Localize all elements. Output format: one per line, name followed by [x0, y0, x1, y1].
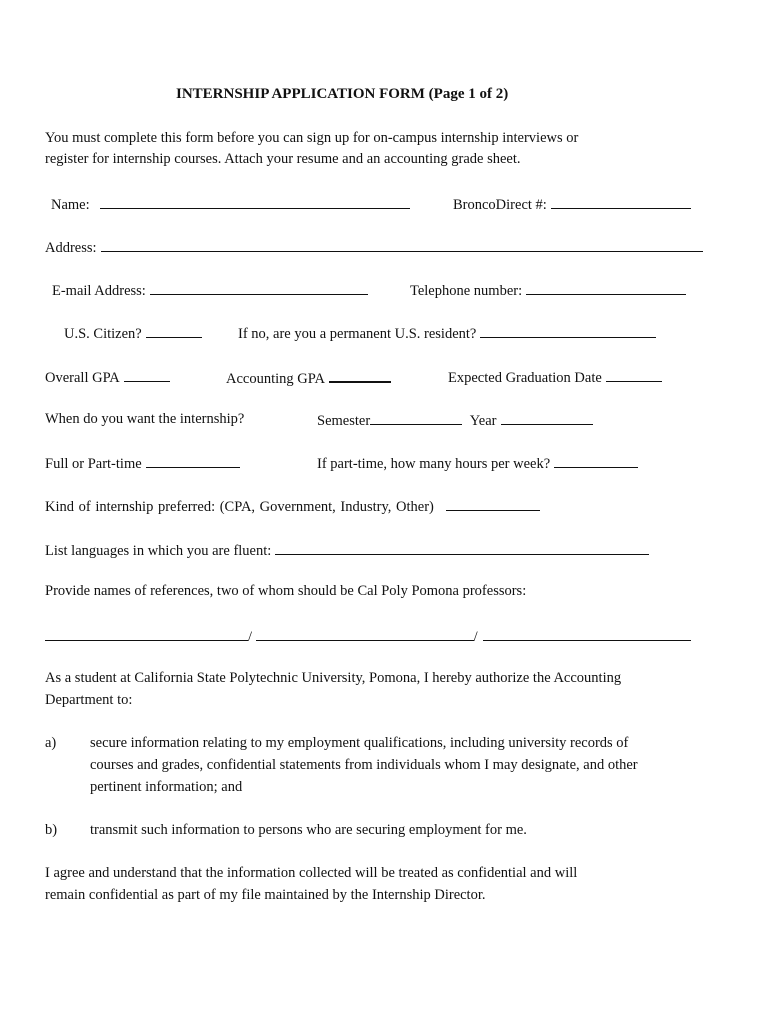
acct-gpa-row — [226, 369, 391, 387]
address-field[interactable] — [101, 239, 703, 252]
name-label: Name: — [51, 197, 90, 213]
name-row — [51, 196, 410, 213]
year-label: Year — [469, 413, 497, 429]
citizen-row — [64, 325, 202, 342]
email-field[interactable] — [150, 282, 368, 295]
kind-row — [45, 498, 540, 515]
overall-gpa-label: Overall GPA — [45, 370, 120, 386]
references-row — [45, 628, 691, 645]
semester-row — [317, 412, 593, 429]
item-b-marker: b) — [45, 822, 58, 838]
intro-line-1: You must complete this form before you can sign up for on-campus internship interviews or — [45, 130, 579, 146]
item-a-line-2: courses and grades, confidential statements from individuals whom I may designate, and other — [90, 757, 638, 773]
address-label: Address: — [45, 240, 97, 256]
reference-3-field[interactable] — [483, 628, 691, 641]
semester-field[interactable] — [370, 412, 462, 425]
name-field[interactable] — [100, 196, 410, 209]
reference-2-field[interactable] — [256, 628, 474, 641]
reference-separator-2: / — [473, 629, 478, 645]
acct-gpa-field[interactable] — [329, 369, 391, 383]
item-a-line-1: secure information relating to my employment qualifications, including university records of — [90, 735, 629, 751]
hours-field[interactable] — [554, 455, 638, 468]
acct-gpa-label: Accounting GPA — [226, 371, 325, 387]
resident-row — [238, 325, 656, 342]
year-field[interactable] — [501, 412, 593, 425]
overall-gpa-row — [45, 369, 170, 386]
citizen-field[interactable] — [146, 325, 202, 338]
form-title: INTERNSHIP APPLICATION FORM (Page 1 of 2) — [176, 86, 509, 102]
email-row — [52, 282, 368, 299]
hours-label: If part-time, how many hours per week? — [317, 456, 551, 472]
fulltime-field[interactable] — [146, 455, 240, 468]
bronco-field[interactable] — [551, 196, 691, 209]
email-label: E-mail Address: — [52, 283, 146, 299]
overall-gpa-field[interactable] — [124, 369, 170, 382]
languages-label: List languages in which you are fluent: — [45, 543, 272, 559]
citizen-label: U.S. Citizen? — [64, 326, 142, 342]
references-label: Provide names of references, two of whom should be Cal Poly Pomona professors: — [45, 583, 527, 599]
bronco-label: BroncoDirect #: — [453, 197, 547, 213]
phone-label: Telephone number: — [410, 283, 523, 299]
authorize-line-2: Department to: — [45, 692, 133, 708]
reference-separator-1: / — [248, 629, 253, 645]
authorize-line-1: As a student at California State Polytechnic University, Pomona, I hereby authorize the Accounting — [45, 670, 622, 686]
grad-date-row — [448, 369, 662, 386]
kind-label: Kind of internship preferred: (CPA, Government, Industry, Other) — [45, 499, 434, 515]
grad-date-label: Expected Graduation Date — [448, 370, 602, 386]
address-row — [45, 239, 703, 256]
bronco-row — [453, 196, 691, 213]
grad-date-field[interactable] — [606, 369, 662, 382]
resident-label: If no, are you a permanent U.S. resident? — [238, 326, 477, 342]
item-a-marker: a) — [45, 735, 57, 751]
semester-label: Semester — [317, 413, 371, 429]
languages-row — [45, 542, 649, 559]
fulltime-label: Full or Part-time — [45, 456, 142, 472]
agree-line-2: remain confidential as part of my file maintained by the Internship Director. — [45, 887, 486, 903]
item-b-text: transmit such information to persons who are securing employment for me. — [90, 822, 527, 838]
when-label: When do you want the internship? — [45, 411, 245, 427]
item-a-line-3: pertinent information; and — [90, 779, 243, 795]
resident-field[interactable] — [480, 325, 656, 338]
hours-row — [317, 455, 638, 472]
phone-field[interactable] — [526, 282, 686, 295]
intro-line-2: register for internship courses. Attach your resume and an accounting grade sheet. — [45, 151, 521, 167]
languages-field[interactable] — [275, 542, 649, 555]
agree-line-1: I agree and understand that the information collected will be treated as confidential and will — [45, 865, 578, 881]
fulltime-row — [45, 455, 240, 472]
phone-row — [410, 282, 686, 299]
reference-1-field[interactable] — [45, 628, 248, 641]
kind-field[interactable] — [446, 498, 540, 511]
